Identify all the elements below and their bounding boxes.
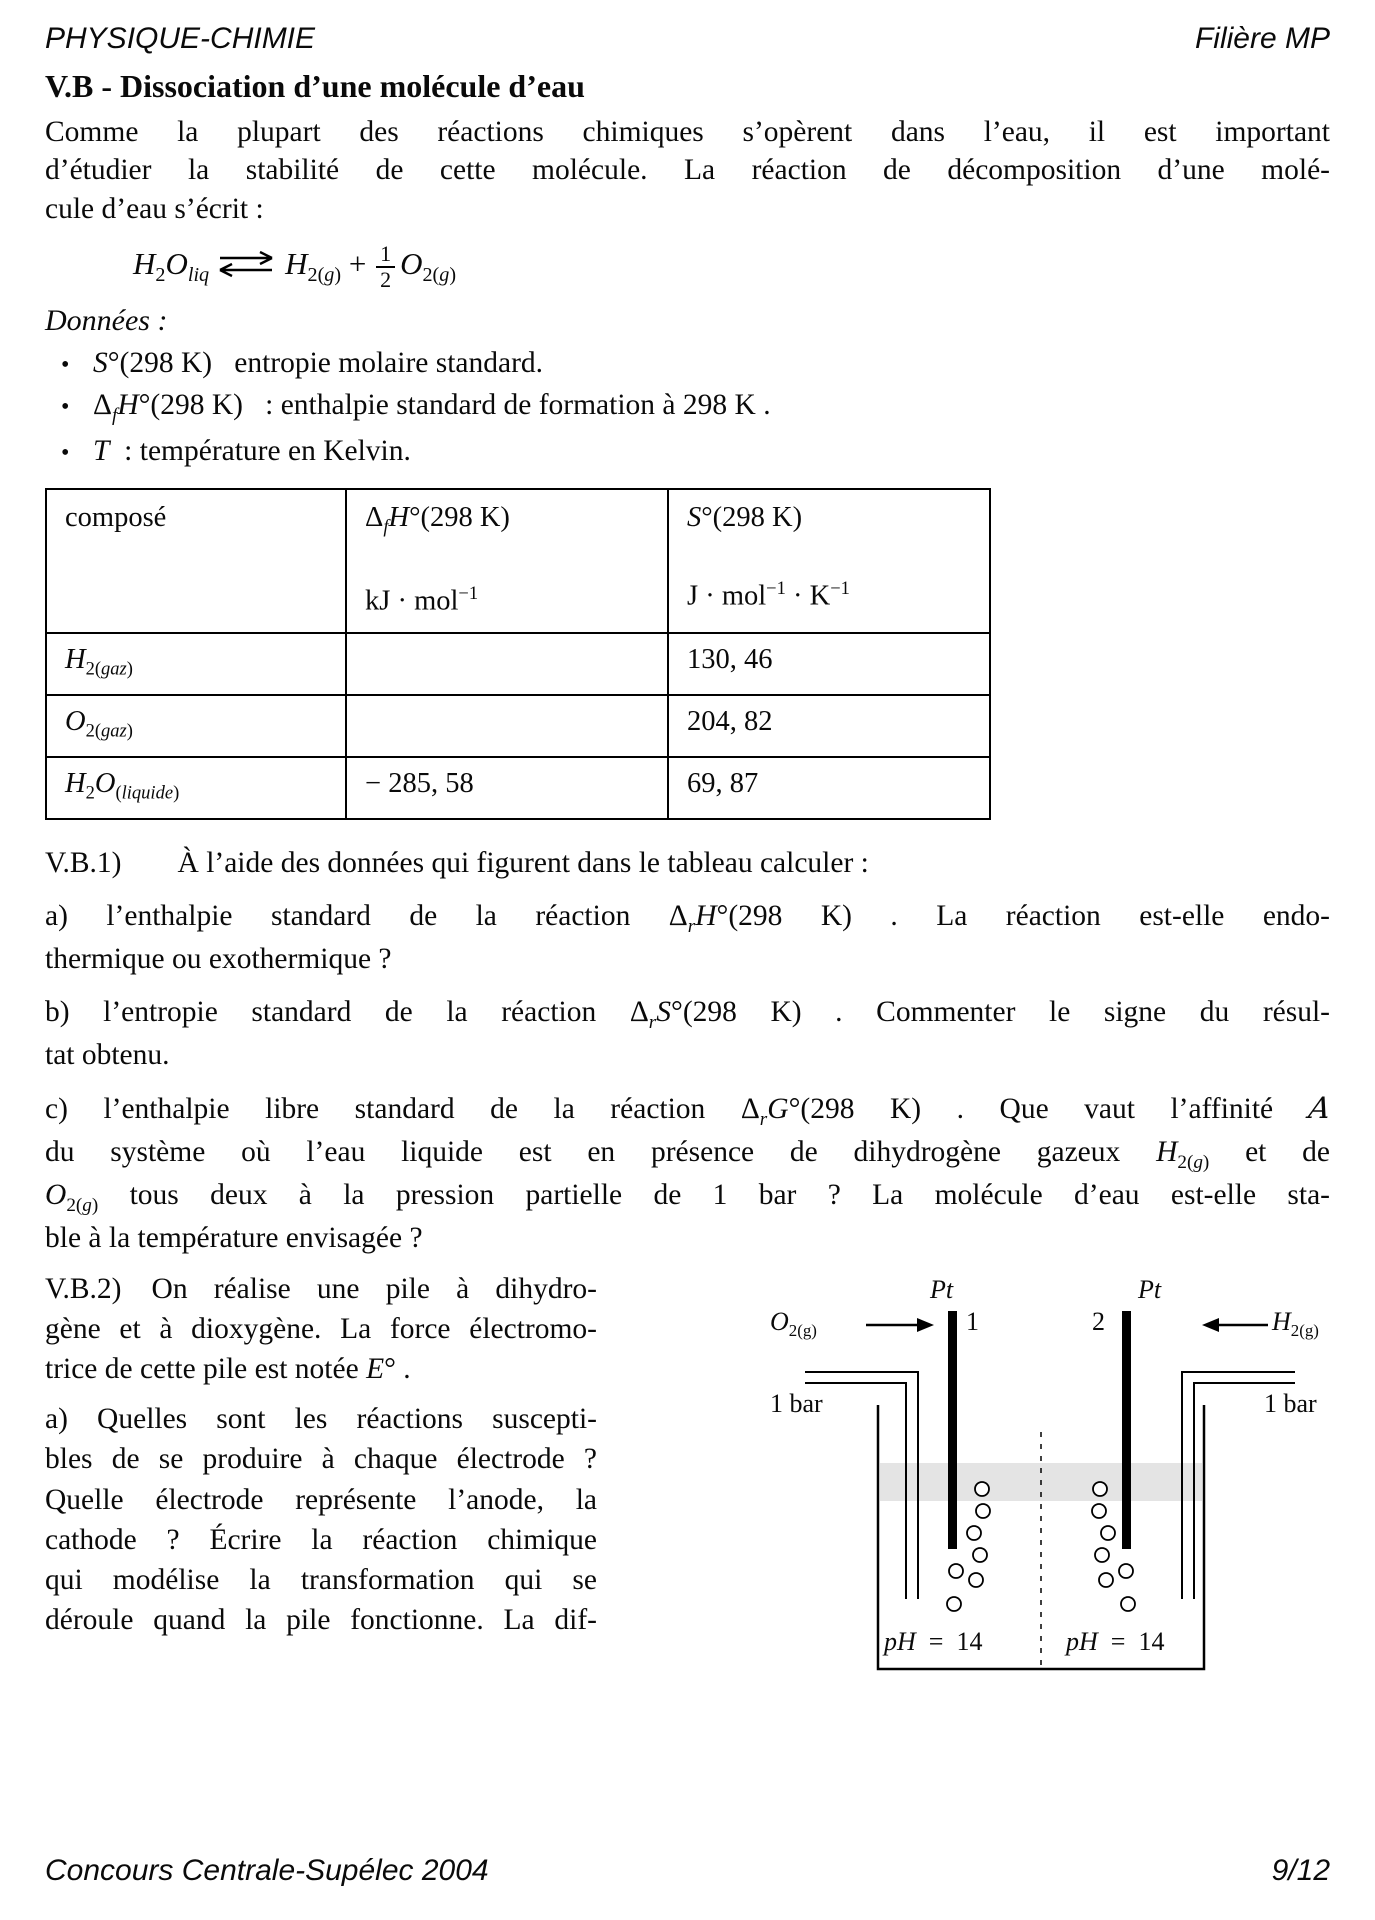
footer-exam-label: Concours Centrale-Supélec 2004 — [45, 1854, 489, 1887]
bullet-text: T : température en Kelvin. — [93, 435, 411, 468]
h2-flow-arrow — [1202, 1318, 1268, 1332]
compound-cell: $O_{2(gaz)}$ — [46, 695, 346, 757]
compound-cell: $H_2O_{(liquide)}$ — [46, 757, 346, 819]
reaction-equation: $H_2O_{liq}$ $H_{2(g)}$ + $\frac{1}{2}$ $O_{2(g)}$ — [133, 241, 457, 292]
ph-left-label: pH = 14 — [884, 1627, 983, 1657]
table-header-row — [46, 489, 990, 632]
donnees-label: Données : — [45, 303, 168, 337]
electrode-1-number: 1 — [966, 1307, 979, 1337]
entropy-cell: 204, 82 — [668, 695, 990, 757]
list-item — [45, 347, 1330, 380]
enthalpy-cell — [346, 695, 668, 757]
question-vb1a: a) l’enthalpie standard de la réaction $\Delta_rH^\circ(298$ K) . La réaction est-elle endo- thermique ou exothermique ? — [45, 899, 1331, 975]
header-stream-label: Filière MP — [1194, 22, 1330, 55]
electrode-2-bar — [1122, 1311, 1131, 1549]
cell-svg — [770, 1277, 1330, 1677]
bullet-dot-icon: • — [61, 440, 70, 467]
bullet-text: $\Delta_fH^\circ(298$ K) : enthalpie standard de formation à 298 K . — [93, 388, 771, 426]
table-row — [46, 695, 990, 757]
pressure-left-label: 1 bar — [770, 1389, 823, 1419]
list-item — [45, 435, 1330, 468]
entropy-cell: 69, 87 — [668, 757, 990, 819]
o2-flow-arrow — [866, 1318, 934, 1332]
header-subject-label: PHYSIQUE-CHIMIE — [45, 22, 316, 55]
question-vb1: V.B.1) À l’aide des données qui figurent dans le tableau calculer : — [45, 846, 869, 879]
page-header — [45, 22, 1330, 56]
pressure-right-label: 1 bar — [1264, 1389, 1317, 1419]
o2-gas-label: $O_{2(g)}$ — [770, 1307, 817, 1341]
question-vb1c: c) l’enthalpie libre standard de la réaction $\Delta_rG^\circ(298$ K) . Que vaut l’affinité A du système où l’eau liquide est en présence de dihydrogène gazeux $H_{2(g)}$ et de $O_{2(g)}$ tous deux à la pression partielle de 1 bar ? La molécule d’eau est-elle sta- ble à la température envisagée ? — [45, 1091, 1333, 1254]
list-item — [45, 389, 1330, 427]
table-row — [46, 757, 990, 819]
data-bullet-list — [45, 347, 1330, 469]
electrode-1-bar — [948, 1311, 957, 1549]
pt-right-label: Pt — [1138, 1275, 1162, 1305]
table-header-enthalpy: $\Delta_fH^\circ(298$ K) kJ · mol$^{-1}$ — [346, 489, 668, 632]
electrochemical-cell-diagram — [770, 1277, 1330, 1677]
electrode-2-number: 2 — [1092, 1307, 1105, 1337]
intro-paragraph: Comme la plupart des réactions chimiques s’opèrent dans l’eau, il est important d’étudier la stabilité de cette molécule. La réaction de décomposition d’une molé- cule d’eau s’écrit : — [45, 116, 1330, 225]
enthalpy-cell — [346, 633, 668, 695]
h2-gas-label: $H_{2(g)}$ — [1272, 1307, 1319, 1341]
page-footer — [45, 1854, 1330, 1888]
bullet-text: S°(298 K) entropie molaire standard. — [93, 346, 544, 379]
entropy-cell: 130, 46 — [668, 633, 990, 695]
question-vb1b: b) l’entropie standard de la réaction $\Delta_rS^\circ(298$ K) . Commenter le signe du résul- tat obtenu. — [45, 996, 1330, 1071]
thermo-data-table — [45, 488, 991, 819]
bullet-dot-icon: • — [61, 393, 70, 420]
section-title: V.B - Dissociation d’une molécule d’eau — [45, 68, 585, 104]
table-header-entropy: S°(298 K) $J \cdot mol^{-1} \cdot K^{-1}$ — [668, 489, 990, 632]
bullet-dot-icon: • — [61, 351, 70, 378]
pt-left-label: Pt — [930, 1275, 954, 1305]
footer-page-number: 9/12 — [1271, 1854, 1330, 1887]
table-row — [46, 633, 990, 695]
table-header-compound: composé — [46, 489, 346, 632]
enthalpy-cell: − 285, 58 — [346, 757, 668, 819]
ph-right-label: pH = 14 — [1066, 1627, 1165, 1657]
section-vb2 — [45, 1269, 1330, 1677]
compound-cell: $H_{2(gaz)}$ — [46, 633, 346, 695]
vb2-text-column: V.B.2) On réalise une pile à dihydro- gène et à dioxygène. La force électromo- trice de cette pile est notée E° . a) Quelles sont les réactions suscepti- bles de se produire à chaque électrode ? Quelle électrode représente l’anode, la cathode ? Écrire la réaction chimique qui modélise la transformation qui se déroule quand la pile fonctionne. La dif- — [45, 1273, 597, 1636]
